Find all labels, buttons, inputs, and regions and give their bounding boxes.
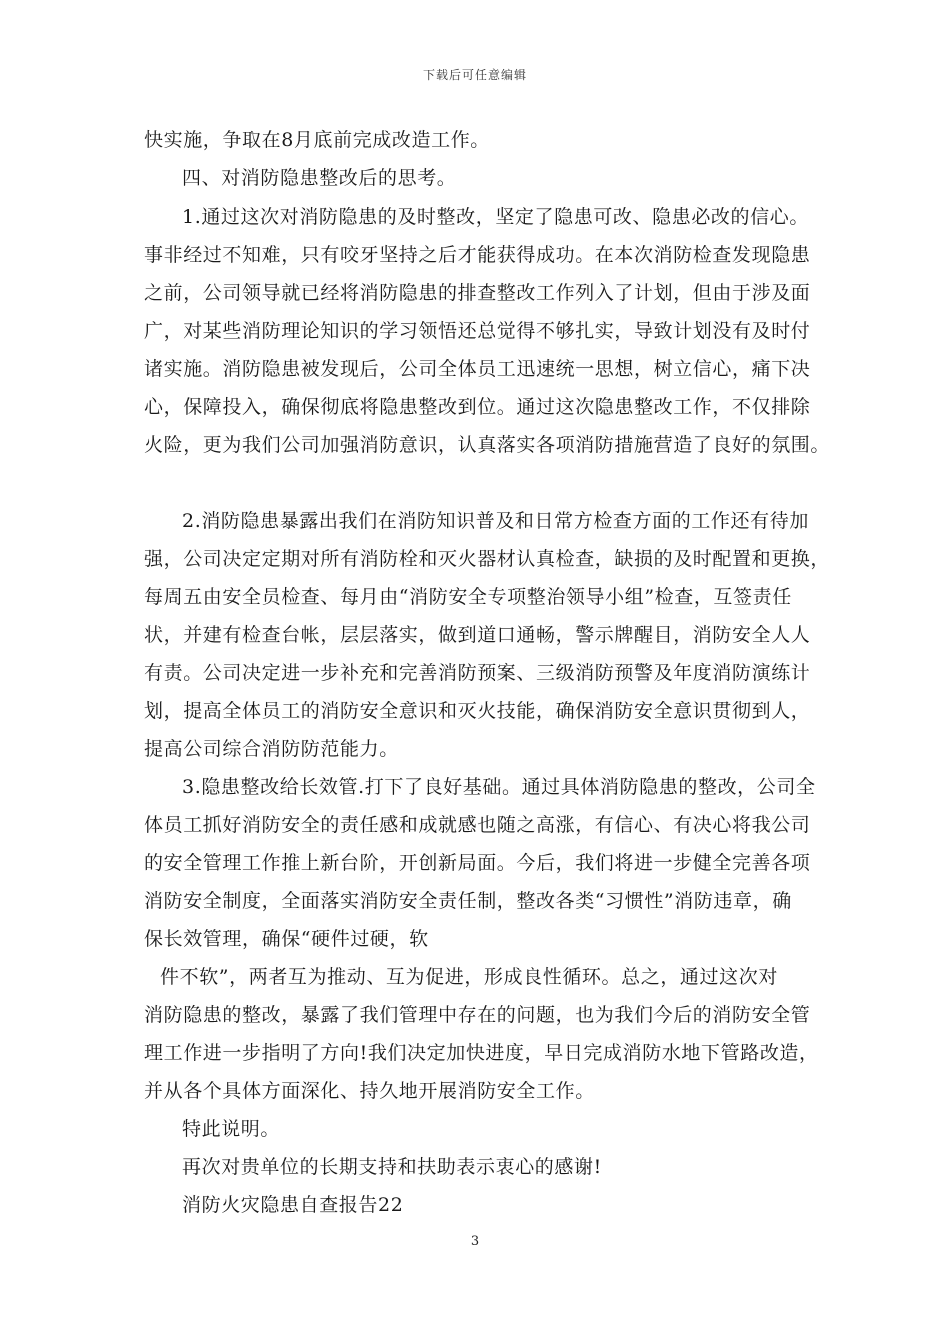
- report-title: 消防火灾隐患自查报告22: [182, 1194, 404, 1216]
- text-line: 划，提高全体员工的消防安全意识和灭火技能，确保消防安全意识贯彻到人，: [144, 700, 811, 722]
- text-line: 并从各个具体方面深化、持久地开展消防安全工作。: [144, 1080, 595, 1102]
- text-line: 状，并建有检查台帐，层层落实，做到道口通畅，警示牌醒目，消防安全人人: [144, 624, 811, 646]
- text-line: 每周五由安全员检查、每月由“消防安全专项整治领导小组”检查，互签责任: [144, 586, 792, 608]
- page-number: 3: [470, 1234, 480, 1249]
- text-line: 快实施，争取在8月底前完成改造工作。: [144, 129, 490, 151]
- text-line: 心，保障投入，确保彻底将隐患整改到位。通过这次隐患整改工作，不仅排除: [144, 396, 811, 418]
- text-line: 强，公司决定定期对所有消防栓和灭火器材认真检查，缺损的及时配置和更换，: [144, 548, 831, 570]
- text-line: 件不软”，两者互为推动、互为促进，形成良性循环。总之，通过这次对: [160, 966, 778, 988]
- text-line: 3.隐患整改给长效管.打下了良好基础。通过具体消防隐患的整改，公司全: [182, 776, 816, 798]
- section-heading: 四、对消防隐患整改后的思考。: [182, 167, 457, 189]
- text-line: 2.消防隐患暴露出我们在消防知识普及和日常方检查方面的工作还有待加: [182, 510, 809, 532]
- text-line: 的安全管理工作推上新台阶，开创新局面。今后，我们将进一步健全完善各项: [144, 852, 811, 874]
- page-header: 下载后可任意编辑: [422, 68, 527, 82]
- text-line: 事非经过不知难，只有咬牙坚持之后才能获得成功。在本次消防检查发现隐患: [144, 244, 811, 266]
- closing-statement: 特此说明。: [182, 1118, 281, 1140]
- text-line: 诸实施。消防隐患被发现后，公司全体员工迅速统一思想，树立信心，痛下决: [144, 358, 811, 380]
- text-line: 理工作进一步指明了方向!我们决定加快进度，早日完成消防水地下管路改造，: [144, 1042, 819, 1064]
- text-line: 提高公司综合消防防范能力。: [144, 738, 399, 760]
- thanks-line: 再次对贵单位的长期支持和扶助表示衷心的感谢!: [182, 1156, 602, 1178]
- text-line: 消防安全制度，全面落实消防安全责任制，整改各类“习惯性”消防违章，确: [144, 890, 792, 912]
- text-line: 消防隐患的整改，暴露了我们管理中存在的问题，也为我们今后的消防安全管: [144, 1004, 811, 1026]
- text-line: 1.通过这次对消防隐患的及时整改，坚定了隐患可改、隐患必改的信心。: [182, 206, 809, 228]
- text-line: 体员工抓好消防安全的责任感和成就感也随之高涨，有信心、有决心将我公司: [144, 814, 811, 836]
- text-line: 广，对某些消防理论知识的学习领悟还总觉得不够扎实，导致计划没有及时付: [144, 320, 811, 342]
- text-line: 保长效管理，确保“硬件过硬，软: [144, 928, 429, 950]
- text-line: 火险，更为我们公司加强消防意识，认真落实各项消防措施营造了良好的氛围。: [144, 434, 831, 456]
- text-line: 之前，公司领导就已经将消防隐患的排查整改工作列入了计划，但由于涉及面: [144, 282, 811, 304]
- text-line: 有责。公司决定进一步补充和完善消防预案、三级消防预警及年度消防演练计: [144, 662, 811, 684]
